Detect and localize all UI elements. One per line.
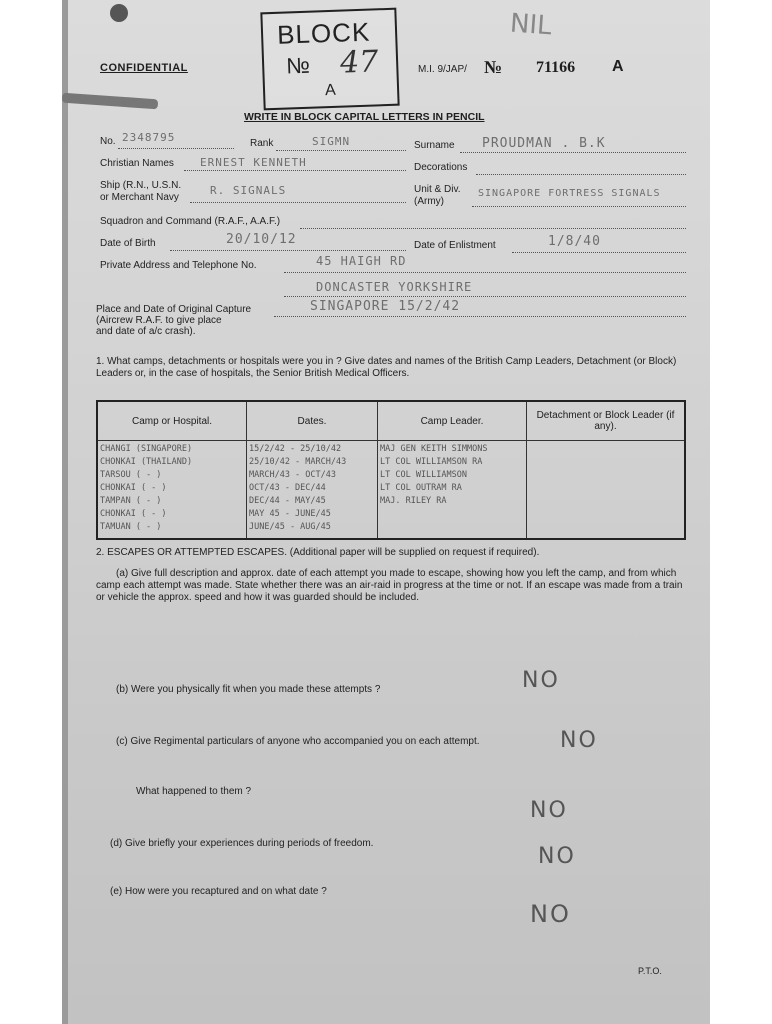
enlist-line: [512, 252, 686, 253]
stamp-number: 47: [339, 44, 379, 81]
table-cell: [529, 456, 682, 469]
table-cell: 15/2/42 - 25/10/42: [249, 444, 342, 454]
unit-label-1: Unit & Div.: [414, 184, 461, 195]
table-cell: CHANGI (SINGAPORE): [100, 444, 193, 454]
table-cell: 25/10/42 - MARCH/43: [249, 457, 347, 467]
ship-value: R. SIGNALS: [210, 184, 287, 197]
enlist-label: Date of Enlistment: [414, 240, 496, 251]
table-cell: MAJ. RILEY RA: [380, 496, 447, 506]
stamp-no: №: [285, 52, 311, 79]
rank-line: [276, 150, 406, 151]
section2-heading: 2. ESCAPES OR ATTEMPTED ESCAPES. (Additional paper will be supplied on request if required).: [96, 547, 540, 558]
table-cell: [529, 482, 682, 495]
decorations-line: [476, 174, 686, 175]
squadron-label: Squadron and Command (R.A.F., A.A.F.): [100, 216, 281, 227]
block-stamp: [260, 8, 399, 111]
serial-suffix: A: [612, 58, 624, 75]
camps-col-leader: Camp Leader.: [378, 401, 527, 441]
camps-col-camp: Camp or Hospital.: [97, 401, 247, 441]
answer-b: NO: [522, 668, 560, 693]
table-cell: CHONKAI ( - ): [100, 483, 167, 493]
serial-number: 71166: [536, 59, 576, 76]
rank-value: SIGMN: [312, 135, 351, 148]
rank-label: Rank: [250, 138, 274, 149]
table-cell: [529, 443, 682, 456]
address-value-1: 45 HAIGH RD: [316, 254, 407, 268]
camps-cell-camp: [97, 441, 247, 540]
table-cell: [529, 469, 682, 482]
stamp-letter: A: [324, 81, 337, 100]
sheet-edge: [62, 0, 68, 1024]
section2-question-e: (e) How were you recaptured and on what date ?: [110, 886, 327, 897]
dob-line: [170, 250, 406, 251]
section2-question-c: (c) Give Regimental particulars of anyone who accompanied you on each attempt.: [116, 736, 480, 747]
pto-label: P.T.O.: [638, 966, 662, 976]
table-cell: [529, 495, 682, 508]
dob-value: 20/10/12: [226, 232, 297, 247]
section2-question-c2: What happened to them ?: [136, 786, 252, 797]
table-cell: DEC/44 - MAY/45: [249, 496, 326, 506]
form-title: WRITE IN BLOCK CAPITAL LETTERS IN PENCIL: [244, 111, 485, 123]
ship-label-2: or Merchant Navy: [100, 192, 179, 203]
table-cell: TAMUAN ( - ): [100, 522, 162, 532]
table-cell: LT COL OUTRAM RA: [380, 483, 462, 493]
table-cell: MARCH/43 - OCT/43: [249, 470, 336, 480]
section2-question-a: (a) Give full description and approx. date of each attempt you made to escape, showing how you left the camp, and from which camp each attempt was made. State whether there was an air-raid in progress at the time or not. If an escape was made from a train or vehicle the approx. speed and how it was guarded should be included.: [96, 568, 683, 603]
capture-label-2: (Aircrew R.A.F. to give place: [96, 315, 222, 326]
table-cell: MAJ GEN KEITH SIMMONS: [380, 444, 488, 454]
christian-line: [184, 170, 406, 171]
section2-question-b: (b) Were you physically fit when you made these attempts ?: [116, 684, 381, 695]
ship-label-1: Ship (R.N., U.S.N.: [100, 180, 182, 191]
table-cell: OCT/43 - DEC/44: [249, 483, 326, 493]
address-value-2: DONCASTER YORKSHIRE: [316, 280, 473, 294]
answer-c: NO: [560, 728, 598, 753]
mi-reference: M.I. 9/JAP/: [418, 64, 467, 75]
capture-line: [274, 316, 686, 317]
dob-label: Date of Birth: [100, 238, 156, 249]
answer-d: NO: [538, 844, 576, 869]
table-cell: LT COL WILLIAMSON RA: [380, 457, 483, 467]
confidential-label: CONFIDENTIAL: [100, 62, 188, 74]
capture-value: SINGAPORE 15/2/42: [310, 299, 461, 314]
camps-cell-dates: [247, 441, 378, 540]
punch-hole: [110, 4, 128, 22]
table-cell: MAY 45 - JUNE/45: [249, 509, 331, 519]
ship-line: [190, 202, 406, 203]
unit-label-2: (Army): [414, 196, 444, 207]
number-symbol: №: [484, 57, 503, 77]
table-cell: JUNE/45 - AUG/45: [249, 522, 331, 532]
enlist-value: 1/8/40: [548, 234, 601, 249]
answer-c2: NO: [530, 798, 568, 823]
table-cell: TAMPAN ( - ): [100, 496, 162, 506]
christian-value: ERNEST KENNETH: [200, 156, 307, 169]
answer-e: NO: [530, 900, 571, 928]
unit-value: SINGAPORE FORTRESS SIGNALS: [478, 188, 661, 199]
stamp-block: BLOCK: [276, 16, 371, 50]
table-cell: CHONKAI ( - ): [100, 509, 167, 519]
table-cell: CHONKAI (THAILAND): [100, 457, 193, 467]
camps-cell-leader: [378, 441, 527, 540]
table-cell: [529, 521, 682, 534]
table-cell: [380, 508, 524, 521]
section2-question-d: (d) Give briefly your experiences during periods of freedom.: [110, 838, 374, 849]
no-line: [118, 148, 234, 149]
christian-label: Christian Names: [100, 158, 174, 169]
address-label: Private Address and Telephone No.: [100, 260, 257, 271]
surname-line: [460, 152, 686, 153]
surname-label: Surname: [414, 140, 455, 151]
camps-col-detachment: Detachment or Block Leader (if any).: [527, 401, 686, 441]
camps-table: [96, 400, 686, 540]
camps-col-dates: Dates.: [247, 401, 378, 441]
table-cell: [529, 508, 682, 521]
table-cell: TARSOU ( - ): [100, 470, 162, 480]
table-cell: LT COL WILLIAMSON: [380, 470, 467, 480]
unit-line: [472, 206, 686, 207]
no-value: 2348795: [122, 131, 176, 144]
capture-label-3: and date of a/c crash).: [96, 326, 196, 337]
squadron-line: [300, 228, 686, 229]
section1-question: 1. What camps, detachments or hospitals were you in ? Give dates and names of the British Camp Leaders, Detachment (or Block) Leaders or, in the case of hospitals, the Senior British Medical Officers.: [96, 356, 677, 379]
address-line-1: [284, 272, 686, 273]
no-label: No.: [100, 136, 116, 147]
capture-label-1: Place and Date of Original Capture: [96, 304, 252, 315]
surname-value: PROUDMAN . B.K: [482, 136, 606, 151]
table-cell: [380, 521, 524, 534]
decorations-label: Decorations: [414, 162, 468, 173]
address-line-2: [284, 296, 686, 297]
camps-cell-detachment: [527, 441, 686, 540]
nil-note: NIL: [509, 8, 553, 42]
